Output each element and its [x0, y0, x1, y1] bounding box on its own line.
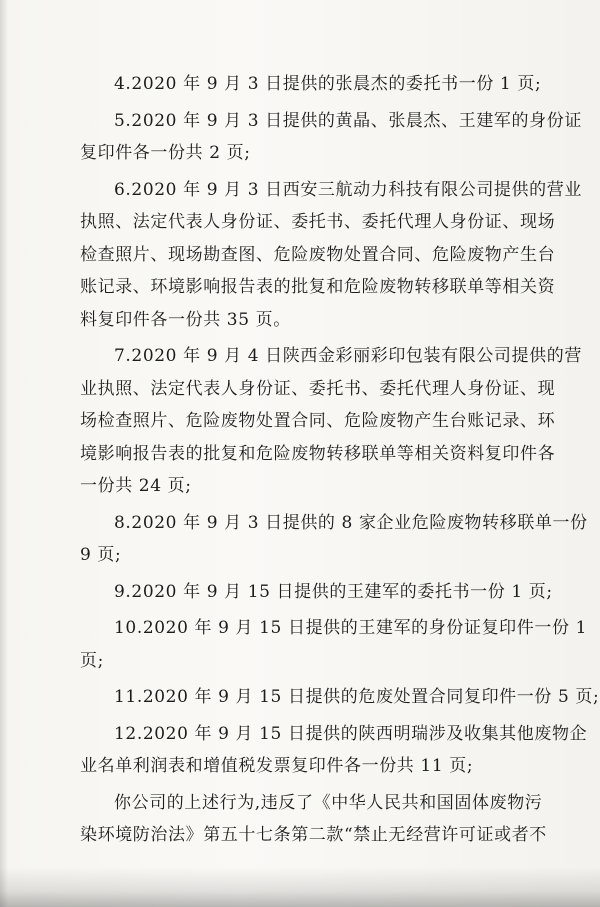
text-line: 页;	[80, 650, 104, 671]
text-line: 9 页;	[80, 545, 122, 565]
item-4-paragraph	[80, 68, 560, 101]
item-5-paragraph	[80, 105, 582, 170]
text-line: 境影响报告表的批复和危险废物转移联单等相关资料复印件各	[80, 443, 556, 464]
text-line: 检查照片、现场勘查图、危险废物处置合同、危险废物产生台	[80, 244, 556, 265]
item-6-paragraph	[80, 174, 582, 337]
text-line: 5.2020 年 9 月 3 日提供的黄晶、张晨杰、王建军的身份证	[114, 110, 582, 131]
text-line: 料复印件各一份共 35 页。	[80, 309, 291, 330]
text-line: 6.2020 年 9 月 3 日西安三航动力科技有限公司提供的营业	[114, 179, 582, 200]
text-line: 11.2020 年 9 月 15 日提供的危废处置合同复印件一份 5 页;	[114, 687, 600, 707]
page-bottom-shadow	[0, 867, 600, 907]
text-line: 7.2020 年 9 月 4 日陕西金彩丽彩印包装有限公司提供的营	[114, 346, 582, 366]
page-edge-shadow	[0, 0, 8, 907]
text-line: 染环境防治法》第五十七条第二款“禁止无经营许可证或者不	[80, 825, 547, 845]
item-9-paragraph	[80, 576, 560, 609]
text-line: 你公司的上述行为,违反了《中华人民共和国固体废物污	[114, 792, 543, 813]
text-line: 8.2020 年 9 月 3 日提供的 8 家企业危险废物转移联单一份	[114, 512, 588, 533]
text-line: 10.2020 年 9 月 15 日提供的王建军的身份证复印件一份 1	[114, 618, 587, 638]
text-line: 9.2020 年 9 月 15 日提供的王建军的委托书一份 1 页;	[114, 581, 553, 602]
conclusion-paragraph	[80, 787, 560, 852]
text-line: 账记录、环境影响报告表的批复和危险废物转移联单等相关资	[80, 277, 556, 297]
text-line: 业名单利润表和增值税发票复印件各一份共 11 页;	[80, 756, 474, 776]
item-8-paragraph	[80, 507, 588, 572]
text-line: 12.2020 年 9 月 15 日提供的陕西明瑞涉及收集其他废物企	[114, 723, 588, 744]
text-line: 复印件各一份共 2 页;	[80, 143, 251, 163]
item-11-paragraph	[80, 681, 600, 714]
document-body	[80, 68, 600, 856]
text-line: 一份共 24 页;	[80, 476, 192, 496]
text-line: 4.2020 年 9 月 3 日提供的张晨杰的委托书一份 1 页;	[114, 74, 542, 94]
text-line: 执照、法定代表人身份证、委托书、委托代理人身份证、现场	[80, 212, 556, 232]
item-12-paragraph	[80, 718, 588, 783]
text-line: 场检查照片、危险废物处置合同、危险废物产生台账记录、环	[80, 411, 556, 431]
item-7-paragraph	[80, 340, 582, 503]
item-10-paragraph	[80, 612, 587, 677]
text-line: 业执照、法定代表人身份证、委托书、委托代理人身份证、现	[80, 378, 556, 399]
